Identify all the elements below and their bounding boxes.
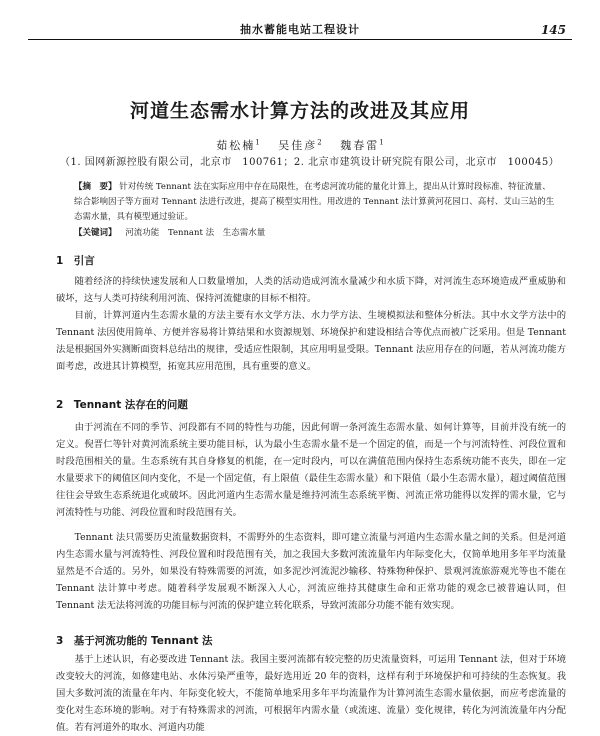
author-name: 茹松楠 [216, 139, 256, 152]
author-name: 魏春雷 [340, 139, 380, 152]
abstract [74, 180, 556, 225]
author-name: 吴佳彦 [278, 139, 318, 152]
author-affil-mark: 2 [317, 138, 322, 147]
keywords-label: 【关键词】 [74, 228, 117, 238]
author-affil-mark: 1 [255, 138, 260, 147]
author-affil-mark: 1 [379, 138, 384, 147]
affiliations: （1. 国网新源控股有限公司，北京市 100761；2. 北京市建筑设计研究院有限公司，北京市 100045） [60, 157, 560, 168]
header-rule [28, 39, 572, 40]
running-header [28, 22, 572, 42]
section-heading-problems: 2 Tennant 法存在的问题 [56, 399, 188, 411]
author-line [0, 137, 600, 153]
keywords [74, 226, 556, 238]
abstract-text: 针对传统 Tennant 法在实际应用中存在局限性，在考虑河流功能的量化计算上，提出从计算时段标准、特征流量、综合影响因子等方面对 Tennant 法进行改进，提高了模型实用性。用改进的 Tennant 法计算黄河花园口、高村、艾山三站的生态需水量，具有模型通过验证。 [74, 182, 555, 222]
article-title: 河道生态需水计算方法的改进及其应用 [129, 100, 470, 122]
page-number: 145 [540, 23, 566, 37]
abstract-label: 【摘 要】 [74, 182, 117, 192]
body-paragraph: Tennant 法只需要历史流量数据资料，不需野外的生态资料，即可建立流量与河道内生态需水量之间的关系。但是河道内生态需水量与河流特性、河段位置和时段范围有关，加之我国大多数河流流量年内年际变化大，仅简单地用多年平均流量显然是不合适的。另外，如果没有特殊需要的河流，如多泥沙河流泥沙输移、特殊物种保护、景观河流旅游观光等也不能在 Tennant 法计算中考虑。随着科学发展观不断深入人心，河流应维持其健康生命和正常功能的观念已被普遍认同，但 Tennant 法无法将河流的功能目标与河流的保护建立转化联系，导致河流部分功能不能有效实现。 [56, 532, 566, 611]
section-heading-method: 3 基于河流功能的 Tennant 法 [56, 635, 213, 647]
body-paragraph: 基于上述认识，有必要改进 Tennant 法。我国主要河流都有较完整的历史流量资料，可运用 Tennant 法，但对于环境改变较大的河流，如修建电站、水体污染严重等，最好选用近 20 年的资料，这样有利于环境保护和可持续的生态恢复。我国大多数河流的流量在年内、年际变化较大，不能简单地采用多年平均流量作为计算河流生态需水量依据，而应考虑流量的变化对生态环境的影响。对于有特殊需求的河流，可根据年内需水量（或流速、流量）变化规律，转化为河流流量年内分配值。若有河道外的取水、河道内功能 [56, 654, 566, 733]
section-heading-introduction: 1 引言 [56, 255, 95, 267]
keyword: 生态需水量 [222, 228, 266, 238]
body-paragraph: 随着经济的持续快速发展和人口数量增加，人类的活动造成河流水量减少和水质下降，对河流生态环境造成严重威胁和破坏，这与人类可持续利用河流、保持河流健康的目标不相符。 [56, 276, 566, 304]
body-paragraph: 由于河流在不同的季节、河段都有不同的特性与功能，因此何谓一条河流生态需水量、如何计算等，目前并没有统一的定义。倪晋仁等针对黄河流系统主要功能目标，认为最小生态需水量不是一个固定的值，而是一个与河流特性、河段位置和时段范围相关的量。生态系统有其自身修复的机能，在一定时段内，可以在满值范围内保持生态系统功能不丧失，即在一定水量要求下的阈值区间内变化，不是一个固定值，有上限值（最佳生态需水量）和下限值（最小生态需水量），超过阈值范围往往会导致生态系统退化或破坏。因此河道内生态需水量是维持河流生态系统平衡、河流正常功能得以发挥的需水量，它与河流特性与功能、河段位置和时段范围有关。 [56, 422, 566, 518]
body-paragraph: 目前，计算河道内生态需水量的方法主要有水文学方法、水力学方法、生境模拟法和整体分析法。其中水文学方法中的 Tennant 法因使用简单、方便并容易将计算结果和水资源规划、环境保护和建设相结合等优点而被广泛采用。但是 Tennant 法是根据国外实测断面资料总结出的规律，受适应性限制，其应用明显受限。Tennant 法应用存在的问题，若从河流功能方面考虑，改进其计算模型，拓宽其应用范围，具有重要的意义。 [56, 310, 567, 372]
journal-name: 抽水蓄能电站工程设计 [240, 23, 360, 36]
keyword: Tennant 法 [167, 228, 215, 238]
keyword: 河流功能 [125, 228, 160, 238]
